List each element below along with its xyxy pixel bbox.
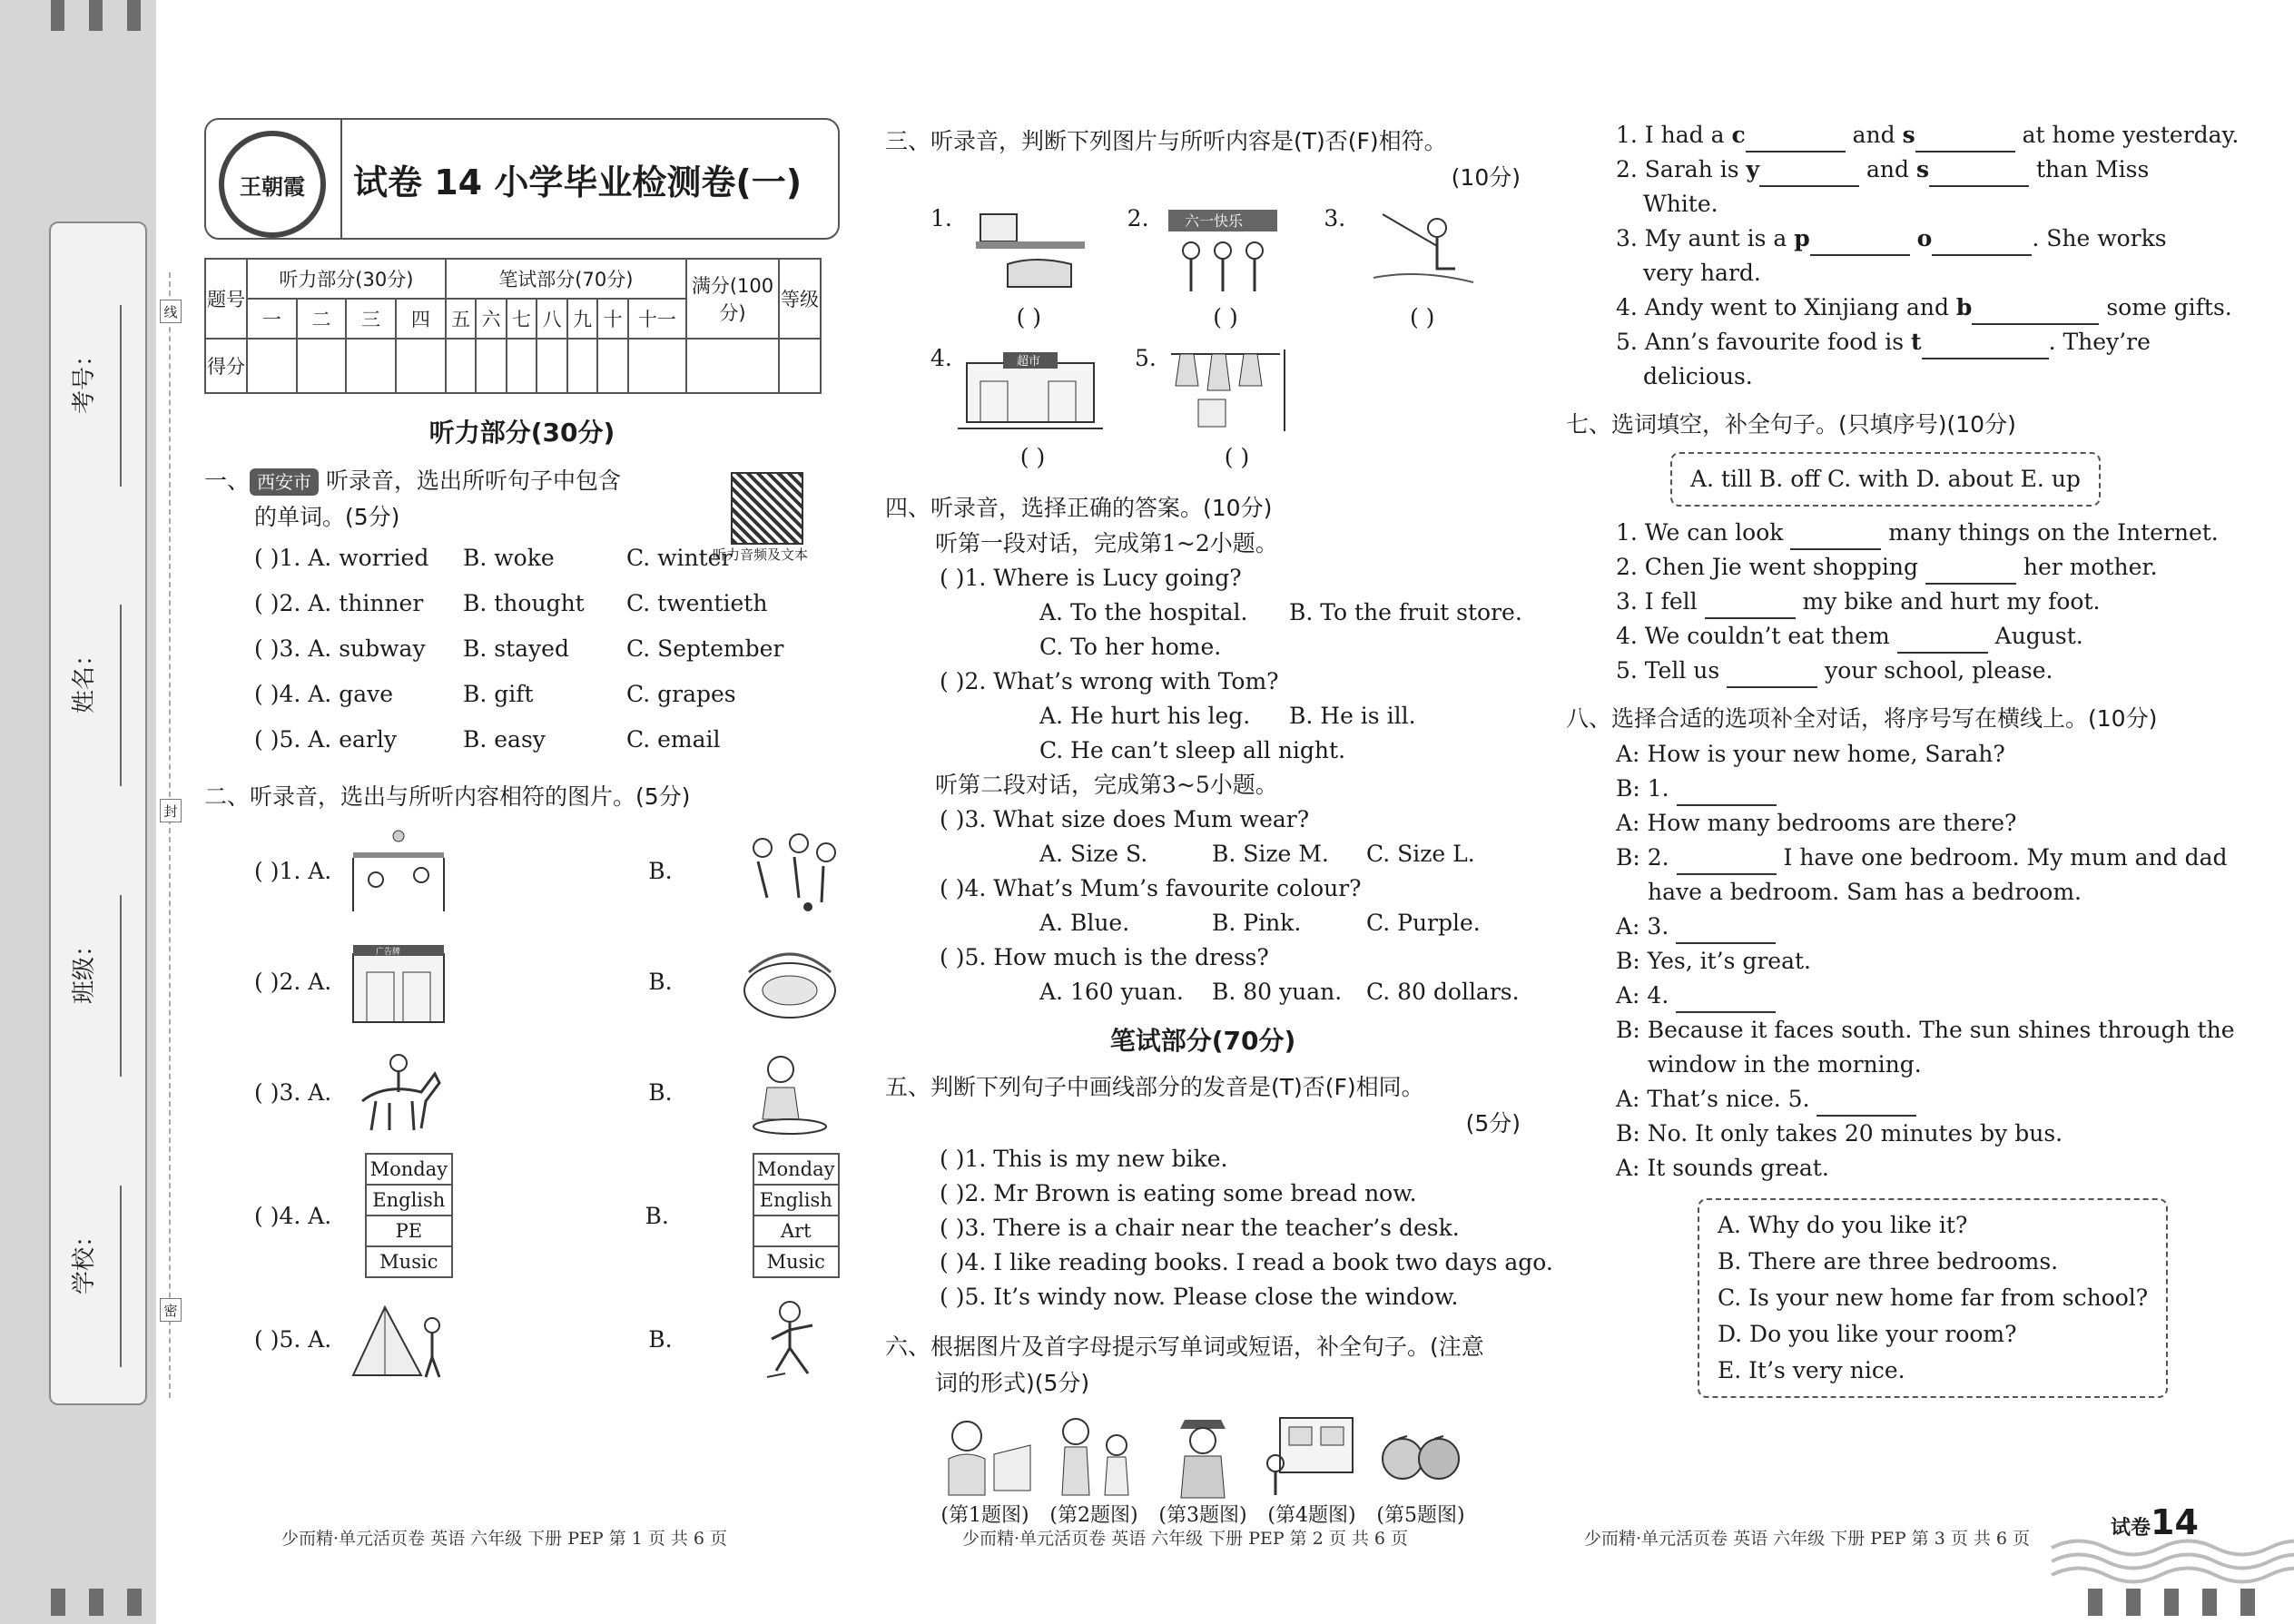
fill-in-question: 4. We couldn’t eat them August. <box>1566 619 2201 654</box>
score-cell[interactable] <box>247 339 297 393</box>
list-item: ( )3. A. subway B. stayed C. September <box>254 635 784 662</box>
score-cell[interactable] <box>507 339 537 393</box>
cooking-boy-picture-icon <box>740 1047 840 1137</box>
answer-blank[interactable] <box>1677 850 1777 875</box>
q-num: 七 <box>507 299 537 339</box>
q-num: 一 <box>247 299 297 339</box>
q-num: 五 <box>446 299 477 339</box>
shopping-picture-icon <box>1257 1409 1366 1500</box>
word-bank-options: A. till B. off C. with D. about E. up <box>1670 452 2101 507</box>
section-3-points: (10分) <box>1451 164 1521 191</box>
region-badge: 西安市 <box>250 468 319 496</box>
options-row: A. 160 yuan. B. 80 yuan. C. 80 dollars. <box>1039 979 1520 1005</box>
binding-mark <box>2088 1589 2102 1616</box>
section-8-title: 八、选择合适的选项补全对话，将序号写在横线上。(10分) <box>1566 705 2158 732</box>
fill-in-question-cont: very hard. <box>1643 260 1761 286</box>
exam-number-label: 考号： <box>71 342 98 414</box>
answer-blank[interactable] <box>1915 127 2015 153</box>
score-label: 得分 <box>205 339 247 393</box>
fishing-picture-icon <box>1355 205 1482 296</box>
score-cell[interactable] <box>537 339 567 393</box>
answer-blank[interactable] <box>1972 300 2099 325</box>
answer-blank[interactable] <box>1676 919 1776 944</box>
tomatoes-picture-icon <box>1366 1409 1475 1500</box>
dialog-line: A: That’s nice. 5. <box>1566 1082 2201 1117</box>
q-num: 十一 <box>628 299 686 339</box>
score-cell[interactable] <box>567 339 598 393</box>
clothes-rack-picture-icon <box>1162 345 1289 436</box>
dialog-line: A: 4. <box>1566 979 2201 1013</box>
option-item: B. There are three bedrooms. <box>1718 1248 2059 1275</box>
binding-mark <box>2126 1589 2141 1616</box>
publisher-logo: 王朝霞 <box>219 131 326 238</box>
dialog-line: B: No. It only takes 20 minutes by bus. <box>1616 1120 2063 1147</box>
fill-in-question-cont: White. <box>1643 191 1718 217</box>
svg-text:广告牌: 广告牌 <box>376 948 401 957</box>
section-3-title: 三、听录音，判断下列图片与所听内容是(T)否(F)相符。 <box>885 128 1447 154</box>
cut-mark: 封 <box>160 799 182 822</box>
question: ( )4. What’s Mum’s favourite colour? <box>940 875 1362 901</box>
binding-mark <box>51 0 64 31</box>
timetable-b: Monday English Art Music <box>753 1153 840 1278</box>
svg-text:六一快乐: 六一快乐 <box>1184 212 1243 230</box>
fill-in-question: 2. Sarah is y and s than Miss <box>1566 153 2201 187</box>
answer-blank[interactable] <box>1816 1091 1916 1117</box>
tf-picture-item: 3. <box>1324 205 1521 296</box>
dialog-line: have a bedroom. Sam has a bedroom. <box>1648 879 2082 905</box>
section-6-title: 六、根据图片及首字母提示写单词或短语，补全句子。(注意 <box>885 1334 1484 1360</box>
qr-code-icon[interactable] <box>731 472 803 545</box>
question: ( )2. What’s wrong with Tom? <box>940 668 1279 694</box>
option-item: E. It’s very nice. <box>1718 1357 1905 1383</box>
binding-mark <box>2164 1589 2179 1616</box>
dialog-options <box>1698 1198 2201 1398</box>
score-cell[interactable] <box>346 339 396 393</box>
page-footer: 少而精·单元活页卷 英语 六年级 下册 PEP 第 3 页 共 6 页 <box>1584 1529 2031 1549</box>
shop-building-picture-icon <box>349 936 448 1027</box>
options-row: A. To the hospital. B. To the fruit store. <box>1039 599 1522 625</box>
svg-text:超市: 超市 <box>1017 355 1041 369</box>
class-label: 班级： <box>71 932 98 1004</box>
picture-choice-row: ( )3. A. B. <box>204 1037 840 1147</box>
answer-row <box>930 436 1521 476</box>
fill-in-question: 5. Tell us your school, please. <box>1566 654 2201 688</box>
q-num: 九 <box>567 299 598 339</box>
dialog-options-box <box>1698 1198 2168 1398</box>
option-item: C. Is your new home far from school? <box>1718 1284 2149 1311</box>
answer-row <box>930 296 1521 336</box>
picture-row <box>930 196 1521 296</box>
caption: (第5题图) <box>1376 1504 1465 1527</box>
score-cell[interactable] <box>686 339 779 393</box>
cut-mark: 密 <box>160 1298 182 1322</box>
tf-picture-item: 2. 六一快乐 <box>1127 205 1324 296</box>
options-row: C. To her home. <box>1039 634 1222 660</box>
fill-in-question: 4. Andy went to Xinjiang and b some gifts. <box>1566 290 2201 325</box>
tf-picture-item: 1. <box>930 205 1127 296</box>
answer-blank[interactable] <box>1925 559 2016 585</box>
listening-part-title: 听力部分(30分) <box>428 418 615 448</box>
exam-number-field[interactable] <box>65 305 138 487</box>
section-1-title-cont: 的单词。(5分) <box>254 504 400 530</box>
answer-blank[interactable] <box>1929 162 2029 187</box>
question: ( )1. Where is Lucy going? <box>940 565 1242 591</box>
page-footer: 少而精·单元活页卷 英语 六年级 下册 PEP 第 2 页 共 6 页 <box>962 1529 1409 1549</box>
writing-header: 笔试部分(70分) <box>446 259 686 299</box>
q-num: 八 <box>537 299 567 339</box>
option-item: D. Do you like your room? <box>1718 1321 2017 1347</box>
score-cell[interactable] <box>297 339 347 393</box>
list-item: ( )4. A. gave B. gift C. grapes <box>254 681 736 707</box>
class-field[interactable] <box>65 895 138 1077</box>
fill-in-question: 1. I had a c and s at home yesterday. <box>1566 118 2201 153</box>
student-name-field[interactable] <box>65 605 138 786</box>
q-num: 二 <box>297 299 347 339</box>
picture-captions <box>930 1500 1521 1528</box>
dialog-line: A: How is your new home, Sarah? <box>1616 741 2005 767</box>
answer-blank[interactable] <box>1676 988 1776 1013</box>
answer-blank[interactable] <box>1705 594 1796 619</box>
fill-in-question-cont: delicious. <box>1643 363 1753 389</box>
school-field[interactable] <box>65 1186 138 1367</box>
decorative-waves-icon <box>2052 1534 2294 1589</box>
score-cell[interactable] <box>779 339 821 393</box>
options-row: A. He hurt his leg. B. He is ill. <box>1039 703 1416 729</box>
answer-blank[interactable] <box>1897 628 1988 654</box>
page-footer: 少而精·单元活页卷 英语 六年级 下册 PEP 第 1 页 共 6 页 <box>281 1529 728 1549</box>
binding-mark <box>51 1589 65 1616</box>
tv-sofa-picture-icon <box>971 205 1089 296</box>
list-item: ( )1. A. worried B. woke C. winter <box>254 545 733 571</box>
supermarket-picture-icon <box>958 345 1103 436</box>
score-cell[interactable] <box>628 339 686 393</box>
option-item: A. Why do you like it? <box>1718 1212 1968 1238</box>
score-cell[interactable] <box>597 339 628 393</box>
answer-blank[interactable]: ( ) <box>1224 444 1250 470</box>
options-row: A. Size S. B. Size M. C. Size L. <box>1039 841 1475 867</box>
answer-blank[interactable] <box>1932 231 2032 256</box>
binding-mark <box>2240 1589 2255 1616</box>
caption: (第1题图) <box>940 1504 1029 1527</box>
section-6-pictures <box>930 1409 1521 1500</box>
section-4-title: 四、听录音，选择正确的答案。(10分) <box>885 495 1273 521</box>
list-item: ( )5. A. early B. easy C. email <box>254 726 721 753</box>
picture-choice-row: ( )1. A. B. <box>204 815 840 926</box>
fill-in-question: 3. My aunt is a p o . She works <box>1566 221 2201 256</box>
exam-title-box <box>204 118 840 240</box>
picture-row <box>930 336 1521 436</box>
answer-blank[interactable] <box>1759 162 1859 187</box>
listening-header: 听力部分(30分) <box>247 259 446 299</box>
caption: (第2题图) <box>1049 1504 1138 1527</box>
student-name-label: 姓名： <box>71 642 98 714</box>
answer-blank[interactable] <box>1746 127 1846 153</box>
section-5-points: (5分) <box>1465 1110 1521 1137</box>
dialog-line: A: 3. <box>1566 910 2201 944</box>
answer-blank[interactable] <box>1922 334 2049 359</box>
score-cell[interactable] <box>396 339 446 393</box>
section-5-title: 五、判断下列句子中画线部分的发音是(T)否(F)相同。 <box>885 1074 1424 1100</box>
people-eating-picture-icon <box>930 1409 1039 1500</box>
binding-mark <box>2202 1589 2217 1616</box>
dialog-line: B: Yes, it’s great. <box>1616 948 1812 974</box>
answer-blank[interactable]: ( ) <box>1019 444 1046 470</box>
picture-choice-row: ( )5. A. B. <box>204 1284 840 1394</box>
grade-header: 等级 <box>779 259 821 339</box>
options-row: C. He can’t sleep all night. <box>1039 737 1346 763</box>
caption: (第4题图) <box>1267 1504 1356 1527</box>
page-title: 试卷 14 小学毕业检测卷(一) <box>353 162 802 202</box>
tf-picture-item: 5. <box>1135 345 1339 436</box>
q-num: 六 <box>476 299 507 339</box>
cut-mark: 线 <box>160 300 182 323</box>
fill-in-question: 1. We can look many things on the Internet. <box>1566 516 2201 550</box>
binding-mark <box>89 0 103 31</box>
question: ( )4. I like reading books. I read a book two days ago. <box>940 1249 1553 1275</box>
q-num: 四 <box>396 299 446 339</box>
police-officer-picture-icon <box>1148 1409 1257 1500</box>
dialog-line: B: 2. I have one bedroom. My mum and dad <box>1566 841 2201 875</box>
fill-in-question: 5. Ann’s favourite food is t . They’re <box>1566 325 2201 359</box>
timetable-a: Monday English PE Music <box>365 1153 452 1278</box>
school-label: 学校： <box>71 1223 98 1294</box>
tf-picture-item: 4. 超市 <box>930 345 1135 436</box>
answer-blank[interactable]: ( ) <box>1016 304 1042 330</box>
answer-blank[interactable]: ( ) <box>1409 304 1435 330</box>
question: ( )5. How much is the dress? <box>940 944 1269 970</box>
dialog-line: B: Because it faces south. The sun shines through the <box>1616 1017 2235 1043</box>
dialog-line: window in the morning. <box>1648 1051 1922 1078</box>
full-score-header: 满分(100分) <box>686 259 779 339</box>
fill-in-question: 2. Chen Jie went shopping her mother. <box>1566 550 2201 585</box>
writing-part-title: 笔试部分(70分) <box>1109 1026 1296 1056</box>
question: ( )1. This is my new bike. <box>940 1146 1228 1172</box>
tent-picture-icon <box>349 1294 448 1384</box>
dialog-instruction: 听第二段对话，完成第3~5小题。 <box>935 772 1278 798</box>
answer-blank[interactable] <box>1810 231 1910 256</box>
answer-blank[interactable]: ( ) <box>1213 304 1238 330</box>
page-3-column <box>1566 118 2240 1534</box>
score-cell[interactable] <box>446 339 477 393</box>
question: ( )3. What size does Mum wear? <box>940 806 1310 832</box>
question-number-header: 题号 <box>205 259 247 339</box>
binding-mark <box>127 0 141 31</box>
question: ( )5. It’s windy now. Please close the window. <box>940 1284 1459 1310</box>
dialog-line: B: 1. <box>1566 772 2201 806</box>
q-num: 十 <box>597 299 628 339</box>
binding-mark <box>127 1589 142 1616</box>
page-2-column <box>885 118 1553 1534</box>
score-cell[interactable] <box>476 339 507 393</box>
answer-blank[interactable] <box>1677 781 1777 806</box>
binding-info-box <box>49 221 147 1405</box>
kids-playing-picture-icon <box>740 825 840 916</box>
question: ( )2. Mr Brown is eating some bread now. <box>940 1180 1417 1206</box>
dialog-line: A: It sounds great. <box>1616 1155 1829 1181</box>
stadium-picture-icon <box>740 936 840 1027</box>
cut-line <box>169 272 171 1398</box>
q-num: 三 <box>346 299 396 339</box>
binding-mark <box>89 1589 103 1616</box>
exam-number-badge: 试卷14 <box>2111 1502 2199 1542</box>
section-2-title: 二、听录音，选出与所听内容相符的图片。(5分) <box>204 783 691 810</box>
volleyball-picture-icon <box>349 825 448 916</box>
caption: (第3题图) <box>1158 1504 1247 1527</box>
word-bank <box>1670 452 2201 507</box>
section-6-title-cont: 词的形式)(5分) <box>935 1370 1090 1396</box>
skating-boy-picture-icon <box>740 1294 840 1384</box>
qr-code-label: 听力音频及文本 <box>713 546 809 563</box>
dialog-line: A: How many bedrooms are there? <box>1616 810 2017 836</box>
answer-blank[interactable] <box>1727 663 1817 688</box>
horse-riding-picture-icon <box>349 1047 448 1137</box>
picture-choice-row: ( )2. A. 广告牌 B. <box>204 926 840 1037</box>
question: ( )3. There is a chair near the teacher’s desk. <box>940 1215 1460 1241</box>
childrens-day-picture-icon <box>1159 205 1286 296</box>
list-item: ( )2. A. thinner B. thought C. twentieth <box>254 590 768 616</box>
picture-choice-row: ( )4. A. Monday English PE Music B. Monday English Art Music <box>204 1147 840 1284</box>
options-row: A. Blue. B. Pink. C. Purple. <box>1039 910 1481 936</box>
two-girls-picture-icon <box>1039 1409 1148 1500</box>
binding-sidebar <box>0 0 156 1624</box>
section-1-title: 一、 西安市 听录音，选出所听句子中包含 <box>204 468 621 494</box>
score-table <box>204 258 822 394</box>
section-7-title: 七、选词填空，补全句子。(只填序号)(10分) <box>1566 411 2016 438</box>
fill-in-question: 3. I fell my bike and hurt my foot. <box>1566 585 2201 619</box>
answer-blank[interactable] <box>1790 525 1881 550</box>
dialog-instruction: 听第一段对话，完成第1~2小题。 <box>935 530 1278 556</box>
page-1-column <box>204 118 840 1534</box>
